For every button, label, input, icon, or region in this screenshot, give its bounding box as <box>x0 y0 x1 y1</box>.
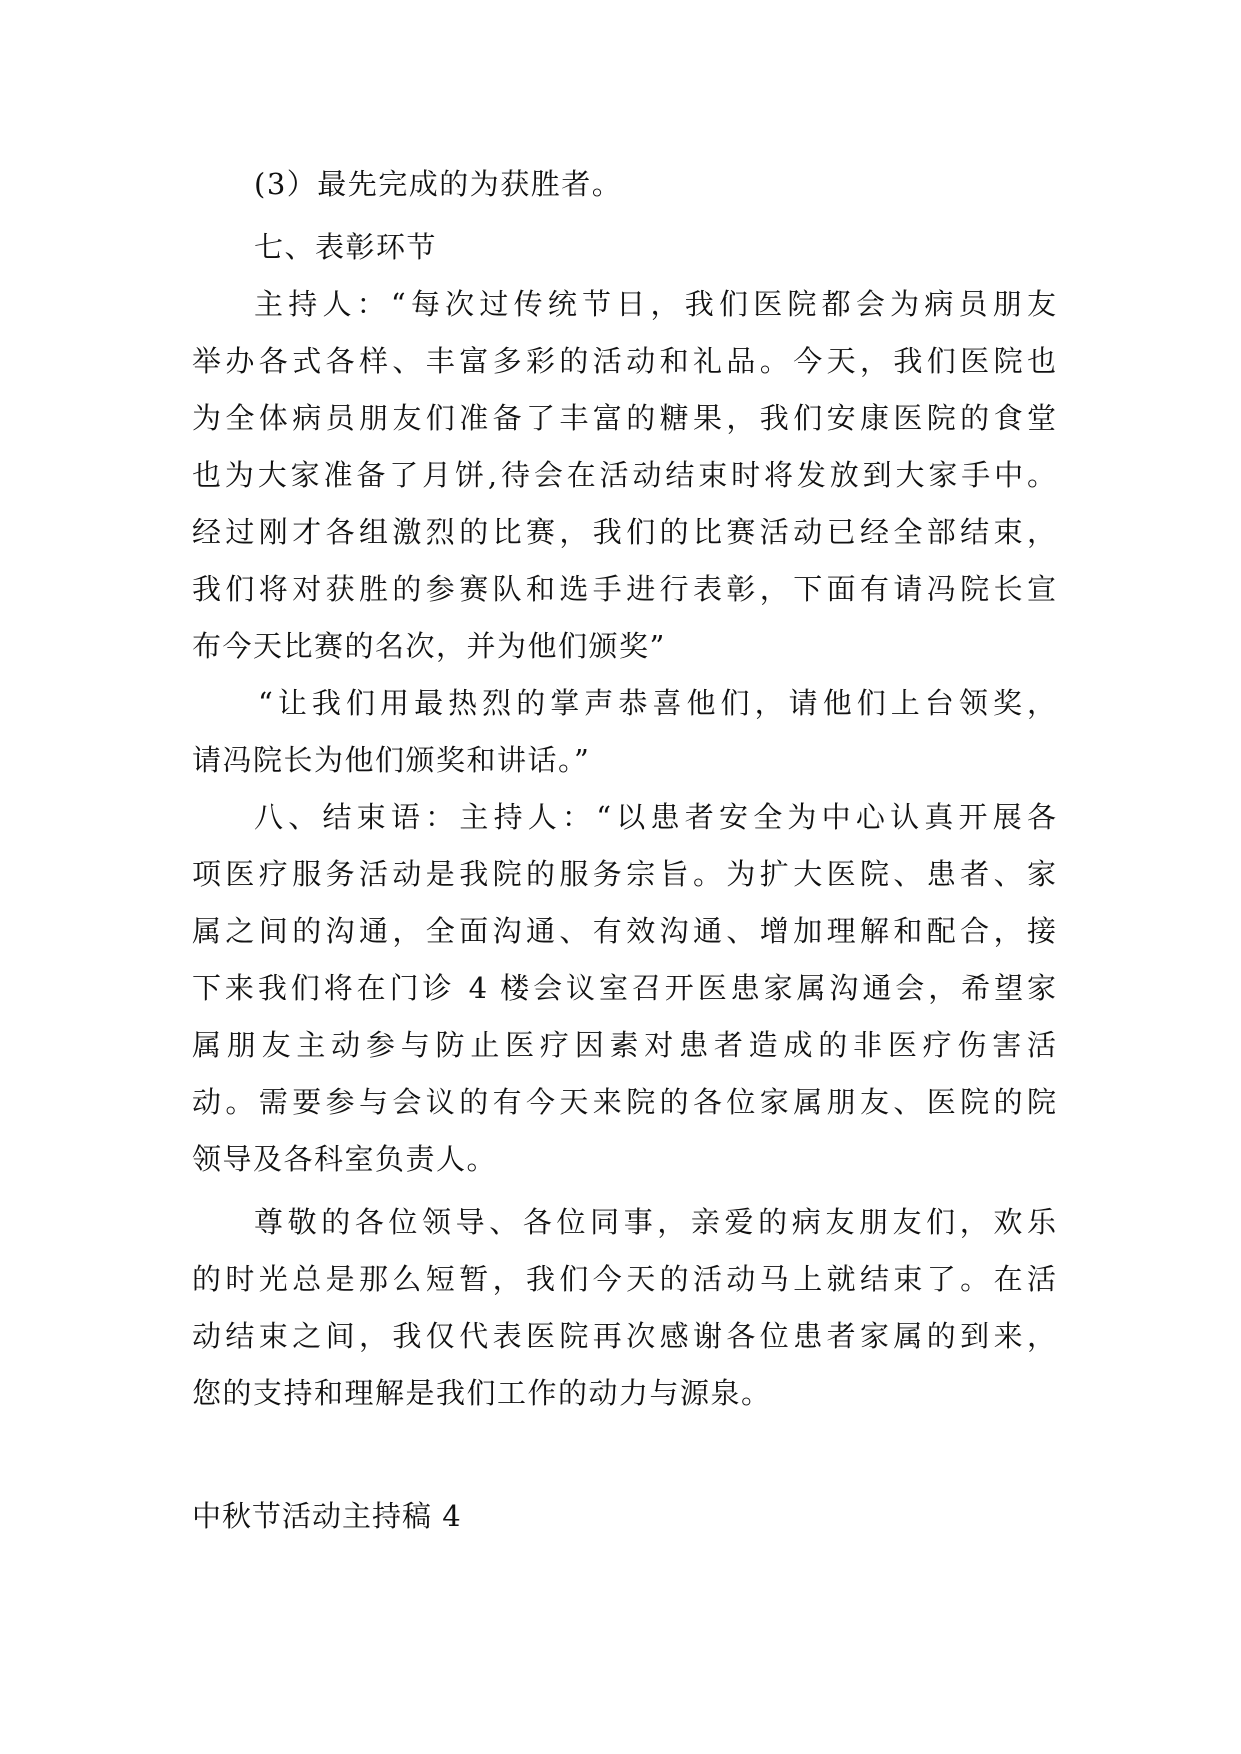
paragraph-line: 布今天比赛的名次，并为他们颁奖” <box>192 629 666 663</box>
paragraph-line: 尊敬的各位领导、各位同事，亲爱的病友朋友们，欢乐 <box>254 1205 1056 1239</box>
paragraph-line: 属之间的沟通，全面沟通、有效沟通、增加理解和配合，接 <box>192 914 1056 948</box>
paragraph-line: 动。需要参与会议的有今天来院的各位家属朋友、医院的院 <box>192 1085 1056 1119</box>
paragraph-line: “让我们用最热烈的掌声恭喜他们，请他们上台领奖， <box>258 686 1056 720</box>
paragraph-line: 请冯院长为他们颁奖和讲话。” <box>192 743 591 777</box>
paragraph-line: 领导及各科室负责人。 <box>192 1142 498 1176</box>
section-title: 中秋节活动主持稿 4 <box>192 1499 462 1533</box>
paragraph-line: 的时光总是那么短暂，我们今天的活动马上就结束了。在活 <box>192 1262 1056 1296</box>
section-heading-7: 七、表彰环节 <box>254 230 438 264</box>
paragraph-line: 主持人：“每次过传统节日，我们医院都会为病员朋友 <box>254 287 1056 321</box>
paragraph-line: 经过刚才各组激烈的比赛，我们的比赛活动已经全部结束， <box>192 515 1056 549</box>
paragraph-line: 为全体病员朋友们准备了丰富的糖果，我们安康医院的食堂 <box>192 401 1056 435</box>
paragraph-line: 您的支持和理解是我们工作的动力与源泉。 <box>192 1376 772 1410</box>
paragraph-line: 下来我们将在门诊 4 楼会议室召开医患家属沟通会，希望家 <box>192 971 1056 1005</box>
section-heading-8: 八、结束语：主持人：“以患者安全为中心认真开展各 <box>254 800 1056 834</box>
paragraph-line: 举办各式各样、丰富多彩的活动和礼品。今天，我们医院也 <box>192 344 1056 378</box>
paragraph-line: 也为大家准备了月饼,待会在活动结束时将发放到大家手中。 <box>192 458 1056 492</box>
list-item-3: (3）最先完成的为获胜者。 <box>254 167 623 201</box>
paragraph-line: 动结束之间，我仅代表医院再次感谢各位患者家属的到来， <box>192 1319 1056 1353</box>
paragraph-line: 项医疗服务活动是我院的服务宗旨。为扩大医院、患者、家 <box>192 857 1056 891</box>
paragraph-line: 我们将对获胜的参赛队和选手进行表彰，下面有请冯院长宣 <box>192 572 1056 606</box>
paragraph-line: 属朋友主动参与防止医疗因素对患者造成的非医疗伤害活 <box>192 1028 1056 1062</box>
